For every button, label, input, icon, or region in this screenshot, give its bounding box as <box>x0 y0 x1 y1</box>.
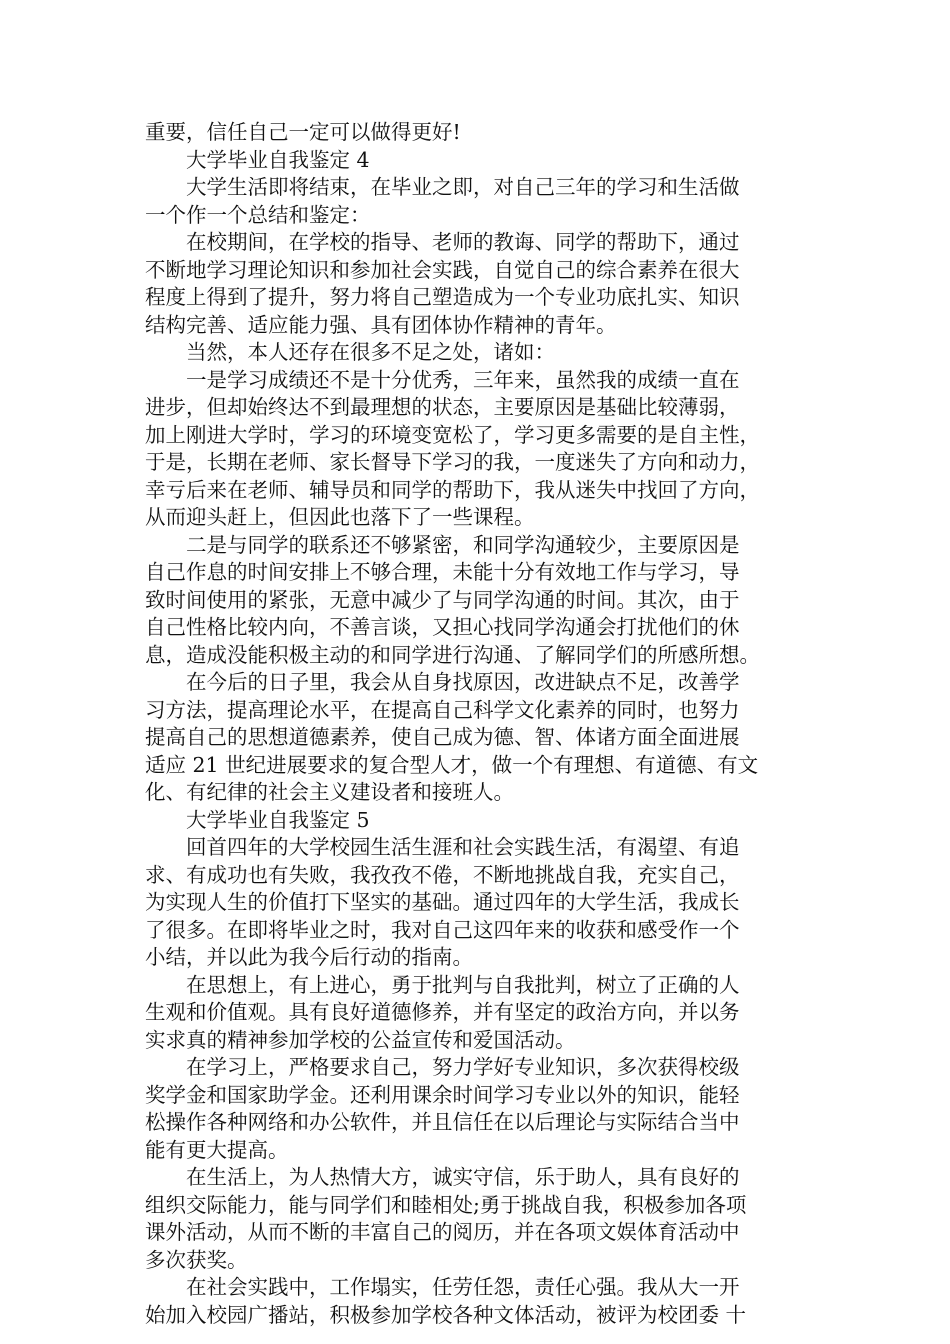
text-line: 大学生活即将结束，在毕业之即，对自己三年的学习和生活做 <box>186 175 740 199</box>
text-line: 加上刚进大学时，学习的环境变宽松了，学习更多需要的是自主性， <box>145 422 760 447</box>
text-line: 回首四年的大学校园生活生涯和社会实践生活，有渴望、有追 <box>186 835 740 859</box>
section-heading: 大学毕业自我鉴定 5 <box>186 807 370 832</box>
text-line: 一个作一个总结和鉴定： <box>145 202 371 227</box>
text-line: 在今后的日子里，我会从自身找原因，改进缺点不足，改善学 <box>186 670 740 694</box>
text-line: 在学习上，严格要求自己，努力学好专业知识，多次获得校级 <box>186 1055 740 1079</box>
text-line: 始加入校园广播站，积极参加学校各种文体活动，被评为校团委 十 <box>145 1302 747 1327</box>
text-line: 了很多。在即将毕业之时，我对自己这四年来的收获和感受作一个 <box>145 917 740 942</box>
text-line: 不断地学习理论知识和参加社会实践，自觉自己的综合素养在很大 <box>145 257 740 282</box>
text-line: 小结，并以此为我今后行动的指南。 <box>145 945 473 969</box>
text-line: 二是与同学的联系还不够紧密，和同学沟通较少，主要原因是 <box>186 532 740 557</box>
text-line: 适应 21 世纪进展要求的复合型人才，做一个有理想、有道德、有文 <box>145 752 759 777</box>
text-line: 程度上得到了提升，努力将自己塑造成为一个专业功底扎实、知识 <box>145 285 740 309</box>
text-line: 提高自己的思想道德素养，使自己成为德、智、体诸方面全面进展 <box>145 725 740 749</box>
text-line: 从而迎头赶上，但因此也落下了一些课程。 <box>145 505 535 529</box>
text-line: 重要，信任自己一定可以做得更好! <box>145 120 461 144</box>
text-line: 在社会实践中，工作塌实，任劳任怨，责任心强。我从大一开 <box>186 1275 740 1299</box>
text-line: 课外活动，从而不断的丰富自己的阅历，并在各项文娱体育活动中 <box>145 1220 740 1244</box>
text-line: 奖学金和国家助学金。还利用课余时间学习专业以外的知识，能轻 <box>145 1082 740 1107</box>
text-line: 息，造成没能积极主动的和同学进行沟通、了解同学们的所感所想。 <box>145 642 760 667</box>
text-line: 多次获奖。 <box>145 1247 248 1272</box>
text-line: 在生活上，为人热情大方，诚实守信，乐于助人，具有良好的 <box>186 1165 740 1189</box>
text-line: 求、有成功也有失败，我孜孜不倦，不断地挑战自我，充实自己， <box>145 862 740 887</box>
document-body <box>145 119 810 1329</box>
text-line: 组织交际能力，能与同学们和睦相处;勇于挑战自我，积极参加各项 <box>145 1192 747 1217</box>
text-line: 为实现人生的价值打下坚实的基础。通过四年的大学生活，我成长 <box>145 890 740 914</box>
text-line: 生观和价值观。具有良好道德修养，并有坚定的政治方向，并以务 <box>145 1000 740 1024</box>
text-line: 习方法，提高理论水平，在提高自己科学文化素养的同时，也努力 <box>145 697 740 722</box>
text-line: 化、有纪律的社会主义建设者和接班人。 <box>145 780 514 804</box>
section-heading: 大学毕业自我鉴定 4 <box>186 147 370 172</box>
text-line: 松操作各种网络和办公软件，并且信任在以后理论与实际结合当中 <box>145 1110 740 1134</box>
text-line: 于是，长期在老师、家长督导下学习的我，一度迷失了方向和动力， <box>145 450 760 474</box>
text-line: 自己作息的时间安排上不够合理，未能十分有效地工作与学习，导 <box>145 560 740 584</box>
text-line: 自己性格比较内向，不善言谈，又担心找同学沟通会打扰他们的休 <box>145 615 740 639</box>
text-line: 在校期间，在学校的指导、老师的教诲、同学的帮助下，通过 <box>186 230 740 254</box>
text-line: 当然，本人还存在很多不足之处，诸如： <box>186 340 555 364</box>
text-line: 致时间使用的紧张，无意中减少了与同学沟通的时间。其次，由于 <box>145 587 740 612</box>
text-line: 进步，但却始终达不到最理想的状态，主要原因是基础比较薄弱， <box>145 395 740 419</box>
text-line: 实求真的精神参加学校的公益宣传和爱国活动。 <box>145 1027 576 1052</box>
text-line: 一是学习成绩还不是十分优秀，三年来，虽然我的成绩一直在 <box>186 367 740 392</box>
text-line: 能有更大提高。 <box>145 1137 289 1162</box>
text-line: 幸亏后来在老师、辅导员和同学的帮助下，我从迷失中找回了方向， <box>145 477 760 502</box>
text-line: 结构完善、适应能力强、具有团体协作精神的青年。 <box>145 312 617 337</box>
text-line: 在思想上，有上进心，勇于批判与自我批判，树立了正确的人 <box>186 972 740 997</box>
